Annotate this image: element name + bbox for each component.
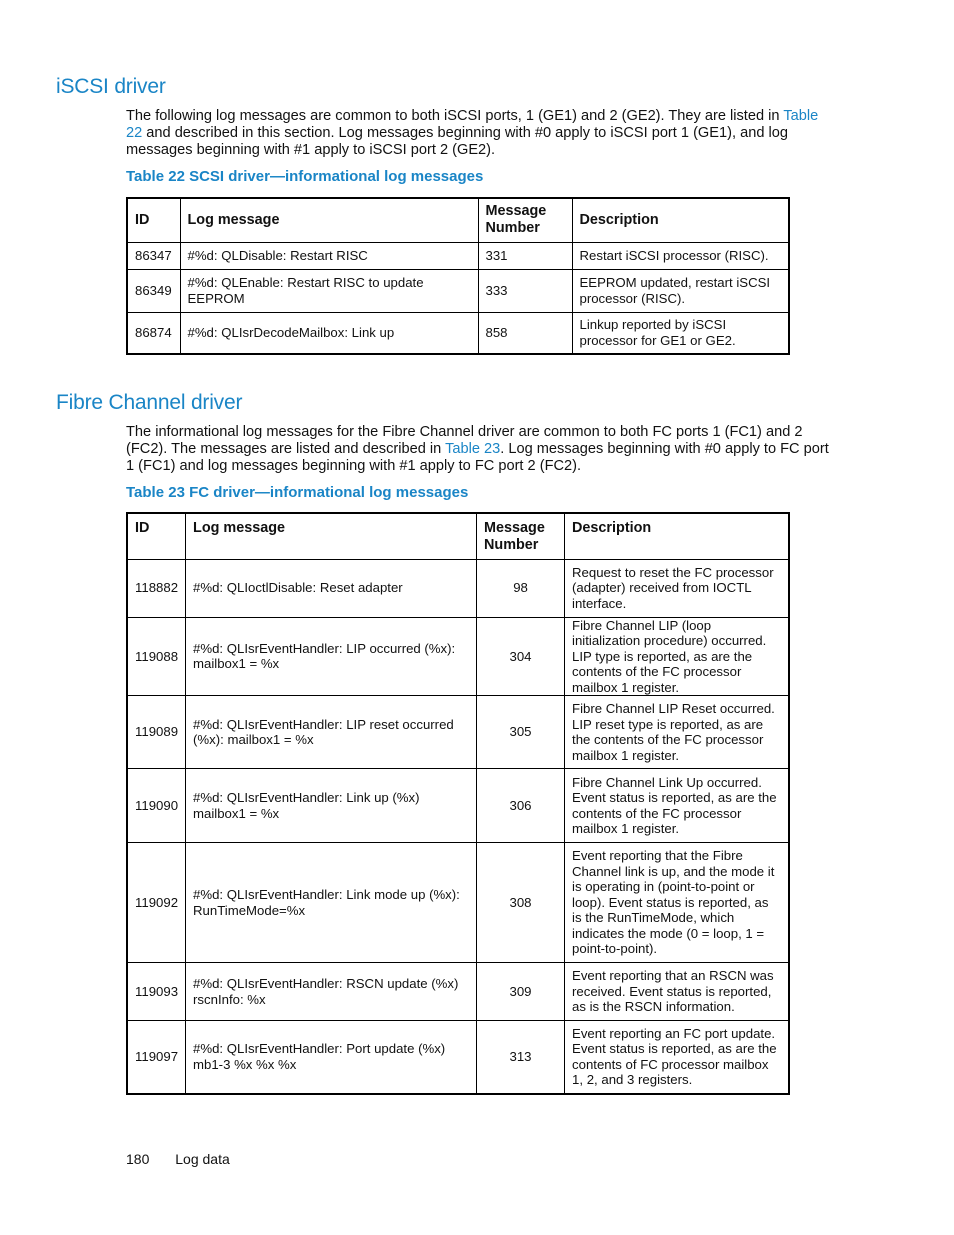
cell-id: 119089 <box>127 696 186 769</box>
cell-message-number: 304 <box>477 617 565 696</box>
cell-id: 86347 <box>127 242 180 269</box>
header-description: Description <box>565 513 789 559</box>
cell-message-number: 308 <box>477 843 565 963</box>
table-row <box>127 312 789 354</box>
cell-log-message: #%d: QLIsrEventHandler: Link up (%x) mailbox1 = %x <box>186 769 477 843</box>
cell-message-number: 313 <box>477 1021 565 1094</box>
cell-id: 119092 <box>127 843 186 963</box>
table-23 <box>126 512 790 1095</box>
cell-description: Event reporting that an RSCN was received. Event status is reported, as is the RSCN information. <box>565 963 789 1021</box>
table-row <box>127 617 789 696</box>
table-22-link[interactable]: Table 22 <box>126 108 819 141</box>
cell-id: 119088 <box>127 617 186 696</box>
cell-id: 119090 <box>127 769 186 843</box>
cell-log-message: #%d: QLIsrEventHandler: LIP occurred (%x): mailbox1 = %x <box>186 617 477 696</box>
header-id: ID <box>127 198 180 242</box>
cell-log-message: #%d: QLEnable: Restart RISC to update EEPROM <box>180 269 478 312</box>
table-row <box>127 242 789 269</box>
table-23-caption: Table 23 FC driver—informational log messages <box>126 484 469 501</box>
paragraph-text: . Log messages beginning with #0 apply to FC port 1 (FC1) and log messages beginning with #1 apply to FC port 2 (FC2). <box>126 441 829 474</box>
table-header-row <box>127 198 789 242</box>
cell-id: 86349 <box>127 269 180 312</box>
cell-log-message: #%d: QLIsrEventHandler: LIP reset occurred (%x): mailbox1 = %x <box>186 696 477 769</box>
page-footer <box>126 1151 252 1167</box>
table-23-link[interactable]: Table 23 <box>445 441 501 457</box>
cell-description: Linkup reported by iSCSI processor for GE1 or GE2. <box>572 312 789 354</box>
table-22-caption: Table 22 SCSI driver—informational log messages <box>126 168 484 185</box>
table-row <box>127 963 789 1021</box>
cell-message-number: 305 <box>477 696 565 769</box>
cell-description: Event reporting that the Fibre Channel link is up, and the mode it is operating in (point-to-point or loop). Event status is reported, as is the RunTimeMode, which indicates the mode (0 = loop, 1 = point-to-point). <box>565 843 789 963</box>
header-message-number: Message Number <box>477 513 565 559</box>
footer-section-name: Log data <box>175 1151 230 1167</box>
paragraph-text: The informational log messages for the Fibre Channel driver are common to both FC ports 1 (FC1) and 2 (FC2). The messages are listed and described in <box>126 424 803 457</box>
table-row <box>127 1021 789 1094</box>
intro-paragraph-iscsi <box>126 108 834 159</box>
header-message-number: Message Number <box>478 198 572 242</box>
cell-message-number: 309 <box>477 963 565 1021</box>
cell-log-message: #%d: QLIsrEventHandler: RSCN update (%x) rscnInfo: %x <box>186 963 477 1021</box>
cell-log-message: #%d: QLIsrEventHandler: Port update (%x) mb1-3 %x %x %x <box>186 1021 477 1094</box>
table-row <box>127 843 789 963</box>
cell-message-number: 333 <box>478 269 572 312</box>
cell-id: 118882 <box>127 559 186 617</box>
cell-description: Fibre Channel Link Up occurred. Event status is reported, as are the contents of the FC processor mailbox 1 register. <box>565 769 789 843</box>
cell-id: 119093 <box>127 963 186 1021</box>
header-id: ID <box>127 513 186 559</box>
cell-log-message: #%d: QLDisable: Restart RISC <box>180 242 478 269</box>
table-22 <box>126 197 790 355</box>
cell-id: 119097 <box>127 1021 186 1094</box>
paragraph-text: and described in this section. Log messages beginning with #0 apply to iSCSI port 1 (GE1), and log messages beginning with #1 apply to iSCSI port 2 (GE2). <box>126 125 788 158</box>
cell-log-message: #%d: QLIoctlDisable: Reset adapter <box>186 559 477 617</box>
section-heading-iscsi: iSCSI driver <box>56 75 166 98</box>
header-log-message: Log message <box>180 198 478 242</box>
cell-id: 86874 <box>127 312 180 354</box>
cell-description: Restart iSCSI processor (RISC). <box>572 242 789 269</box>
cell-description: Event reporting an FC port update. Event status is reported, as are the contents of FC processor mailbox 1, 2, and 3 registers. <box>565 1021 789 1094</box>
cell-message-number: 306 <box>477 769 565 843</box>
table-header-row <box>127 513 789 559</box>
cell-message-number: 98 <box>477 559 565 617</box>
cell-log-message: #%d: QLIsrDecodeMailbox: Link up <box>180 312 478 354</box>
table-row <box>127 269 789 312</box>
table-row <box>127 769 789 843</box>
cell-description: EEPROM updated, restart iSCSI processor (RISC). <box>572 269 789 312</box>
section-heading-fibre-channel: Fibre Channel driver <box>56 391 243 414</box>
intro-paragraph-fibre-channel <box>126 424 834 475</box>
cell-log-message: #%d: QLIsrEventHandler: Link mode up (%x): RunTimeMode=%x <box>186 843 477 963</box>
header-description: Description <box>572 198 789 242</box>
cell-description: Request to reset the FC processor (adapter) received from IOCTL interface. <box>565 559 789 617</box>
header-log-message: Log message <box>186 513 477 559</box>
page-number: 180 <box>126 1151 150 1167</box>
cell-message-number: 331 <box>478 242 572 269</box>
cell-message-number: 858 <box>478 312 572 354</box>
table-row <box>127 559 789 617</box>
paragraph-text: The following log messages are common to both iSCSI ports, 1 (GE1) and 2 (GE2). They are listed in <box>126 108 784 124</box>
cell-description: Fibre Channel LIP (loop initialization procedure) occurred. LIP type is reported, as are the contents of the FC processor mailbox 1 register. <box>565 617 789 696</box>
table-row <box>127 696 789 769</box>
cell-description: Fibre Channel LIP Reset occurred. LIP reset type is reported, as are the contents of the FC processor mailbox 1 register. <box>565 696 789 769</box>
